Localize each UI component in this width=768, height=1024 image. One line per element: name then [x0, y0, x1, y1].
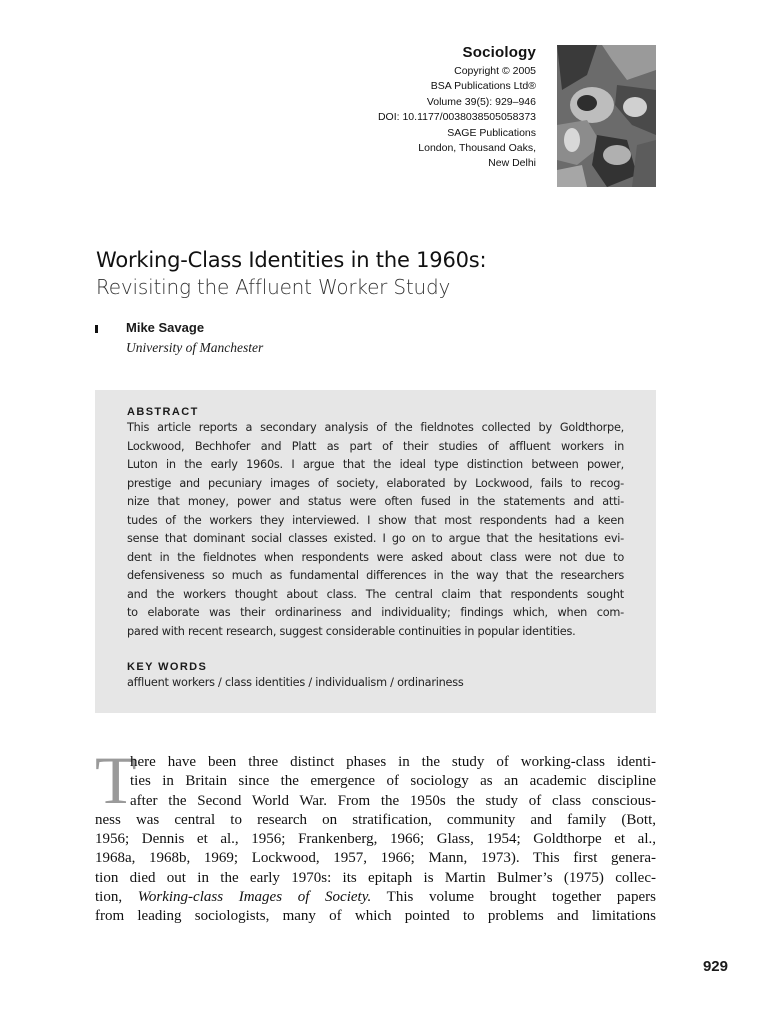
abstract-box	[95, 390, 656, 713]
abstract-line: nize that money, power and status were often fused in the statements and atti-	[127, 495, 624, 508]
journal-cover-image	[557, 45, 656, 187]
article-subtitle: Revisiting the Affluent Worker Study	[96, 275, 451, 299]
journal-location-2: New Delhi	[488, 157, 536, 170]
journal-publisher: BSA Publications Ltd®	[430, 80, 536, 93]
abstract-line: prestige and pecuniary images of society, elaborated by Lockwood, fails to recog-	[127, 476, 624, 490]
abstract-text	[127, 419, 624, 641]
journal-volume: Volume 39(5): 929–946	[426, 95, 536, 108]
article-title-block	[96, 246, 676, 301]
body-line: from leading sociologists, many of which pointed to problems and limitations	[95, 908, 656, 925]
abstract-line: This article reports a secondary analysis of the fieldnotes collected by Goldthorpe,	[127, 421, 624, 434]
drop-cap: T	[95, 742, 137, 818]
journal-copyright: Copyright © 2005	[454, 65, 536, 77]
author-name: Mike Savage	[126, 320, 205, 335]
abstract-line: and the workers thought about class. The central claim that respondents sought	[127, 587, 624, 601]
body-line: ness was central to research on stratification, community and family (Bott,	[95, 811, 656, 828]
abstract-line: Lockwood, Bechhofer and Platt as part of their studies of affluent workers in	[127, 439, 624, 453]
journal-sage: SAGE Publications	[447, 126, 536, 139]
abstract-line: tudes of the workers they interviewed. I show that most respondents had a keen	[127, 513, 624, 527]
article-title: Working-Class Identities in the 1960s:	[96, 248, 487, 272]
abstract-line: dent in the fieldnotes when respondents were asked about class were not due to	[127, 550, 624, 564]
body-line	[95, 888, 656, 907]
body-line: 1968a, 1968b, 1969; Lockwood, 1957, 1966; Mann, 1973). This first genera-	[95, 850, 656, 867]
keywords-text: affluent workers / class identities / individualism / ordinariness	[127, 676, 464, 689]
author-bullet-mark	[95, 325, 98, 333]
page-number: 929	[702, 958, 728, 975]
cited-book-title: Working-class Images of Society.	[137, 889, 372, 906]
author-affiliation: University of Manchester	[126, 340, 264, 355]
body-line-rest: This volume brought together papers	[371, 889, 656, 906]
journal-location: London, Thousand Oaks,	[418, 142, 536, 155]
body-line-start: tion,	[95, 889, 138, 906]
abstract-line: Luton in the early 1960s. I argue that the ideal type distinction between power,	[127, 458, 624, 471]
body-paragraph	[95, 742, 656, 927]
journal-info	[378, 44, 536, 172]
abstract-heading: ABSTRACT	[127, 406, 199, 418]
abstract-line: to elaborate was their ordinariness and individuality; findings which, when com-	[127, 606, 624, 619]
journal-doi: DOI: 10.1177/0038038505058373	[377, 111, 536, 124]
body-line: 1956; Dennis et al., 1956; Frankenberg, 1966; Glass, 1954; Goldthorpe et al.,	[95, 831, 656, 848]
keywords-heading: KEY WORDS	[127, 661, 208, 673]
body-line: tion died out in the early 1970s: its epitaph is Martin Bulmer’s (1975) collec-	[95, 869, 656, 886]
abstract-line: defensiveness so much as fundamental differences in the way that the researchers	[127, 569, 624, 582]
body-line: after the Second World War. From the 1950s the study of class conscious-	[130, 792, 656, 809]
body-line: here have been three distinct phases in the study of working-class identi-	[130, 754, 656, 770]
journal-name: Sociology	[462, 44, 536, 61]
abstract-line: pared with recent research, suggest considerable continuities in popular identities.	[127, 624, 576, 638]
body-line: ties in Britain since the emergence of sociology as an academic discipline	[130, 773, 656, 790]
abstract-line: sense that dominant social classes existed. I go on to argue that the hesitations evi-	[127, 532, 624, 545]
